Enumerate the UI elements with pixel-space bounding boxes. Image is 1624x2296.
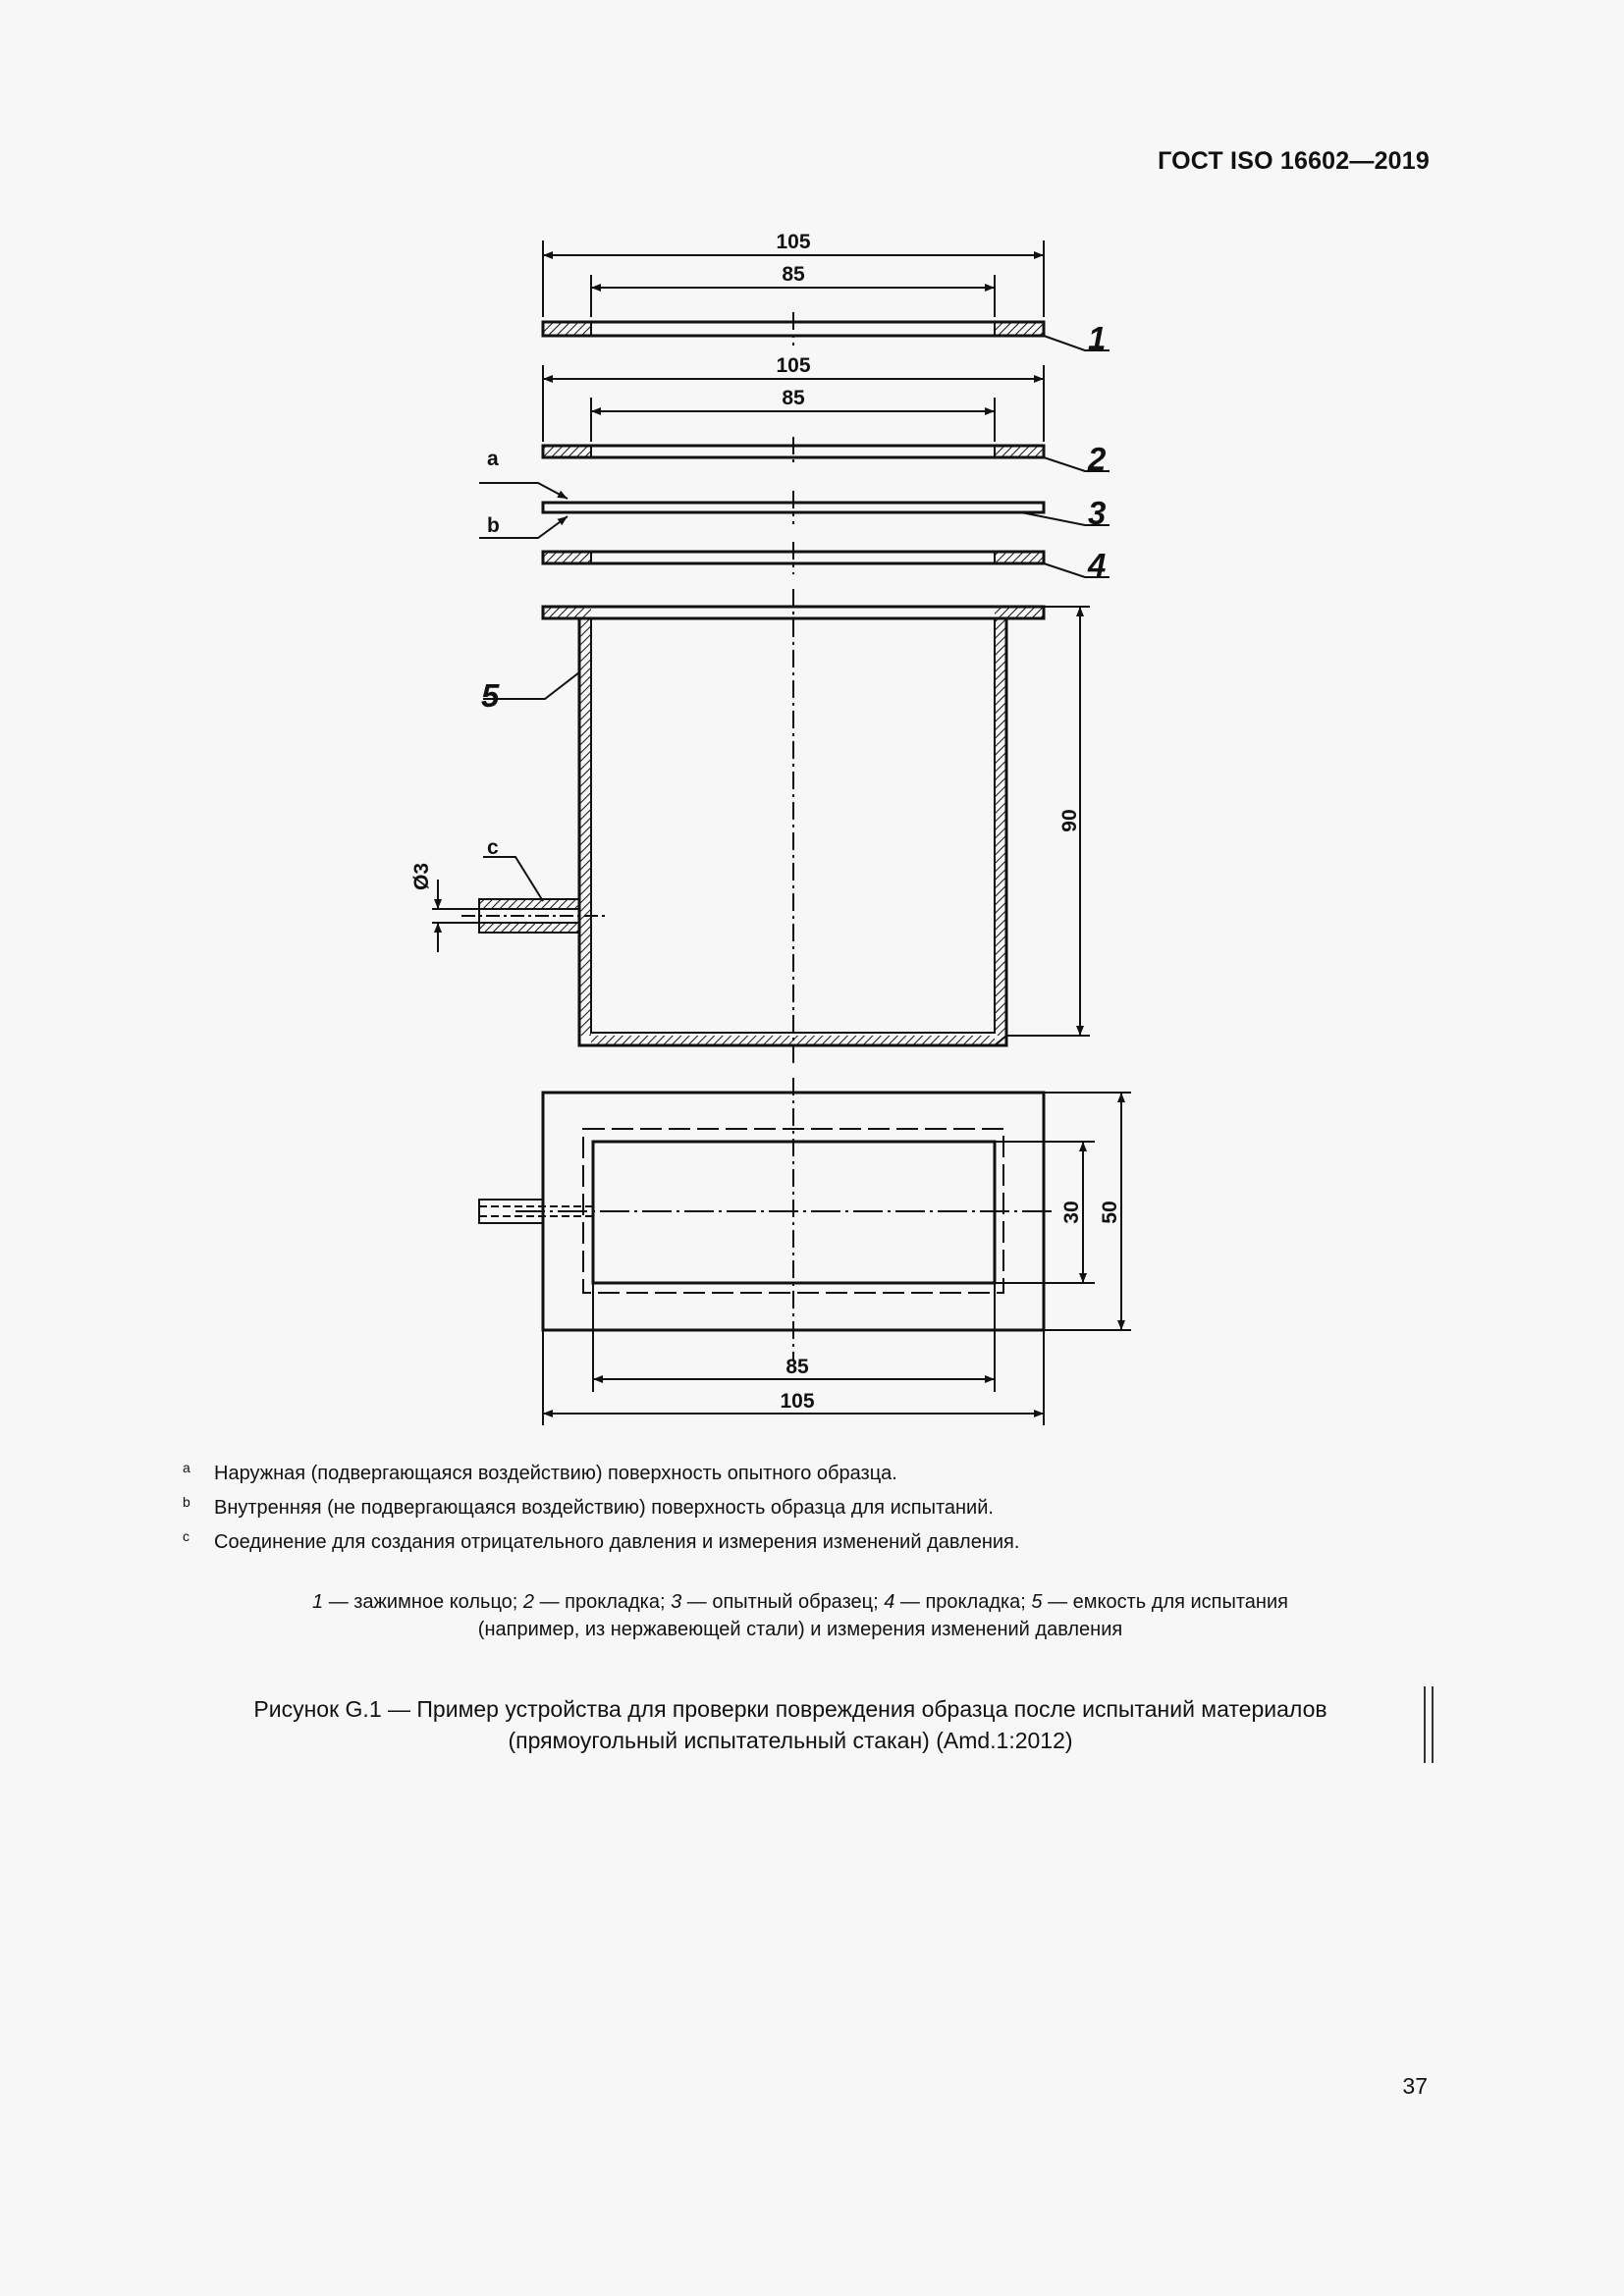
footnote-b — [183, 1491, 1019, 1525]
gasket-part-4 — [543, 542, 1110, 577]
callout-5: 5 — [481, 677, 500, 714]
container-part-5 — [432, 589, 1090, 1065]
footnote-mark: c — [183, 1528, 189, 1544]
legend-text: — зажимное кольцо; — [323, 1591, 523, 1613]
letter-a: a — [487, 448, 499, 470]
footnote-a — [183, 1457, 1019, 1491]
legend-text: — емкость для испытания — [1042, 1591, 1288, 1613]
legend-number: 3 — [671, 1591, 682, 1613]
letter-c: c — [487, 836, 499, 859]
footnote-text: Соединение для создания отрицательного давления и измерения изменений давления. — [214, 1531, 1020, 1553]
dim-label-85: 85 — [785, 1356, 809, 1378]
legend-line-2: (например, из нержавеющей стали) и измерения изменений давления — [477, 1619, 1123, 1640]
gasket-part-2 — [543, 365, 1110, 471]
clamping-ring-part-1 — [543, 240, 1110, 350]
figure-caption — [177, 1693, 1404, 1756]
legend-number: 5 — [1031, 1591, 1043, 1613]
footnote-mark: a — [183, 1460, 190, 1475]
caption-line-1: Рисунок G.1 — Пример устройства для проверки повреждения образца после испытаний материалов — [253, 1696, 1327, 1722]
letter-b: b — [487, 514, 500, 537]
callout-3: 3 — [1088, 495, 1107, 531]
figure-legend — [196, 1588, 1404, 1643]
caption-line-2: (прямоугольный испытательный стакан) (Amd.1:2012) — [508, 1728, 1073, 1753]
dim-label-90: 90 — [1058, 809, 1081, 832]
legend-text: — прокладка; — [894, 1591, 1032, 1613]
dim-label-50: 50 — [1099, 1201, 1121, 1224]
legend-number: 4 — [884, 1591, 895, 1613]
footnote-c — [183, 1525, 1019, 1560]
legend-text: — опытный образец; — [681, 1591, 885, 1613]
standard-designation: ГОСТ ISO 16602—2019 — [1158, 147, 1430, 175]
change-bar — [1424, 1686, 1434, 1763]
footnote-text: Наружная (подвергающаяся воздействию) поверхность опытного образца. — [214, 1463, 897, 1484]
footnotes — [183, 1457, 1019, 1560]
footnote-mark: b — [183, 1494, 190, 1510]
legend-number: 2 — [522, 1591, 535, 1613]
dim-label-30: 30 — [1060, 1201, 1083, 1224]
callout-4: 4 — [1088, 547, 1107, 583]
dim-label-105: 105 — [776, 231, 811, 253]
legend-number: 1 — [312, 1591, 324, 1613]
legend-text: — прокладка; — [534, 1591, 672, 1613]
dim-label-85: 85 — [782, 387, 805, 409]
footnote-text: Внутренняя (не подвергающаяся воздействию) поверхность образца для испытаний. — [214, 1497, 994, 1519]
callout-1: 1 — [1088, 320, 1107, 356]
page-number: 37 — [1402, 2073, 1428, 2099]
dim-label-diameter: Ø3 — [410, 862, 433, 891]
test-specimen-part-3 — [479, 483, 1110, 538]
dim-label-105: 105 — [780, 1390, 815, 1413]
dim-label-85: 85 — [782, 263, 805, 286]
legend-line-1 — [196, 1588, 1404, 1616]
dim-label-105: 105 — [776, 354, 811, 377]
callout-2: 2 — [1088, 441, 1107, 477]
